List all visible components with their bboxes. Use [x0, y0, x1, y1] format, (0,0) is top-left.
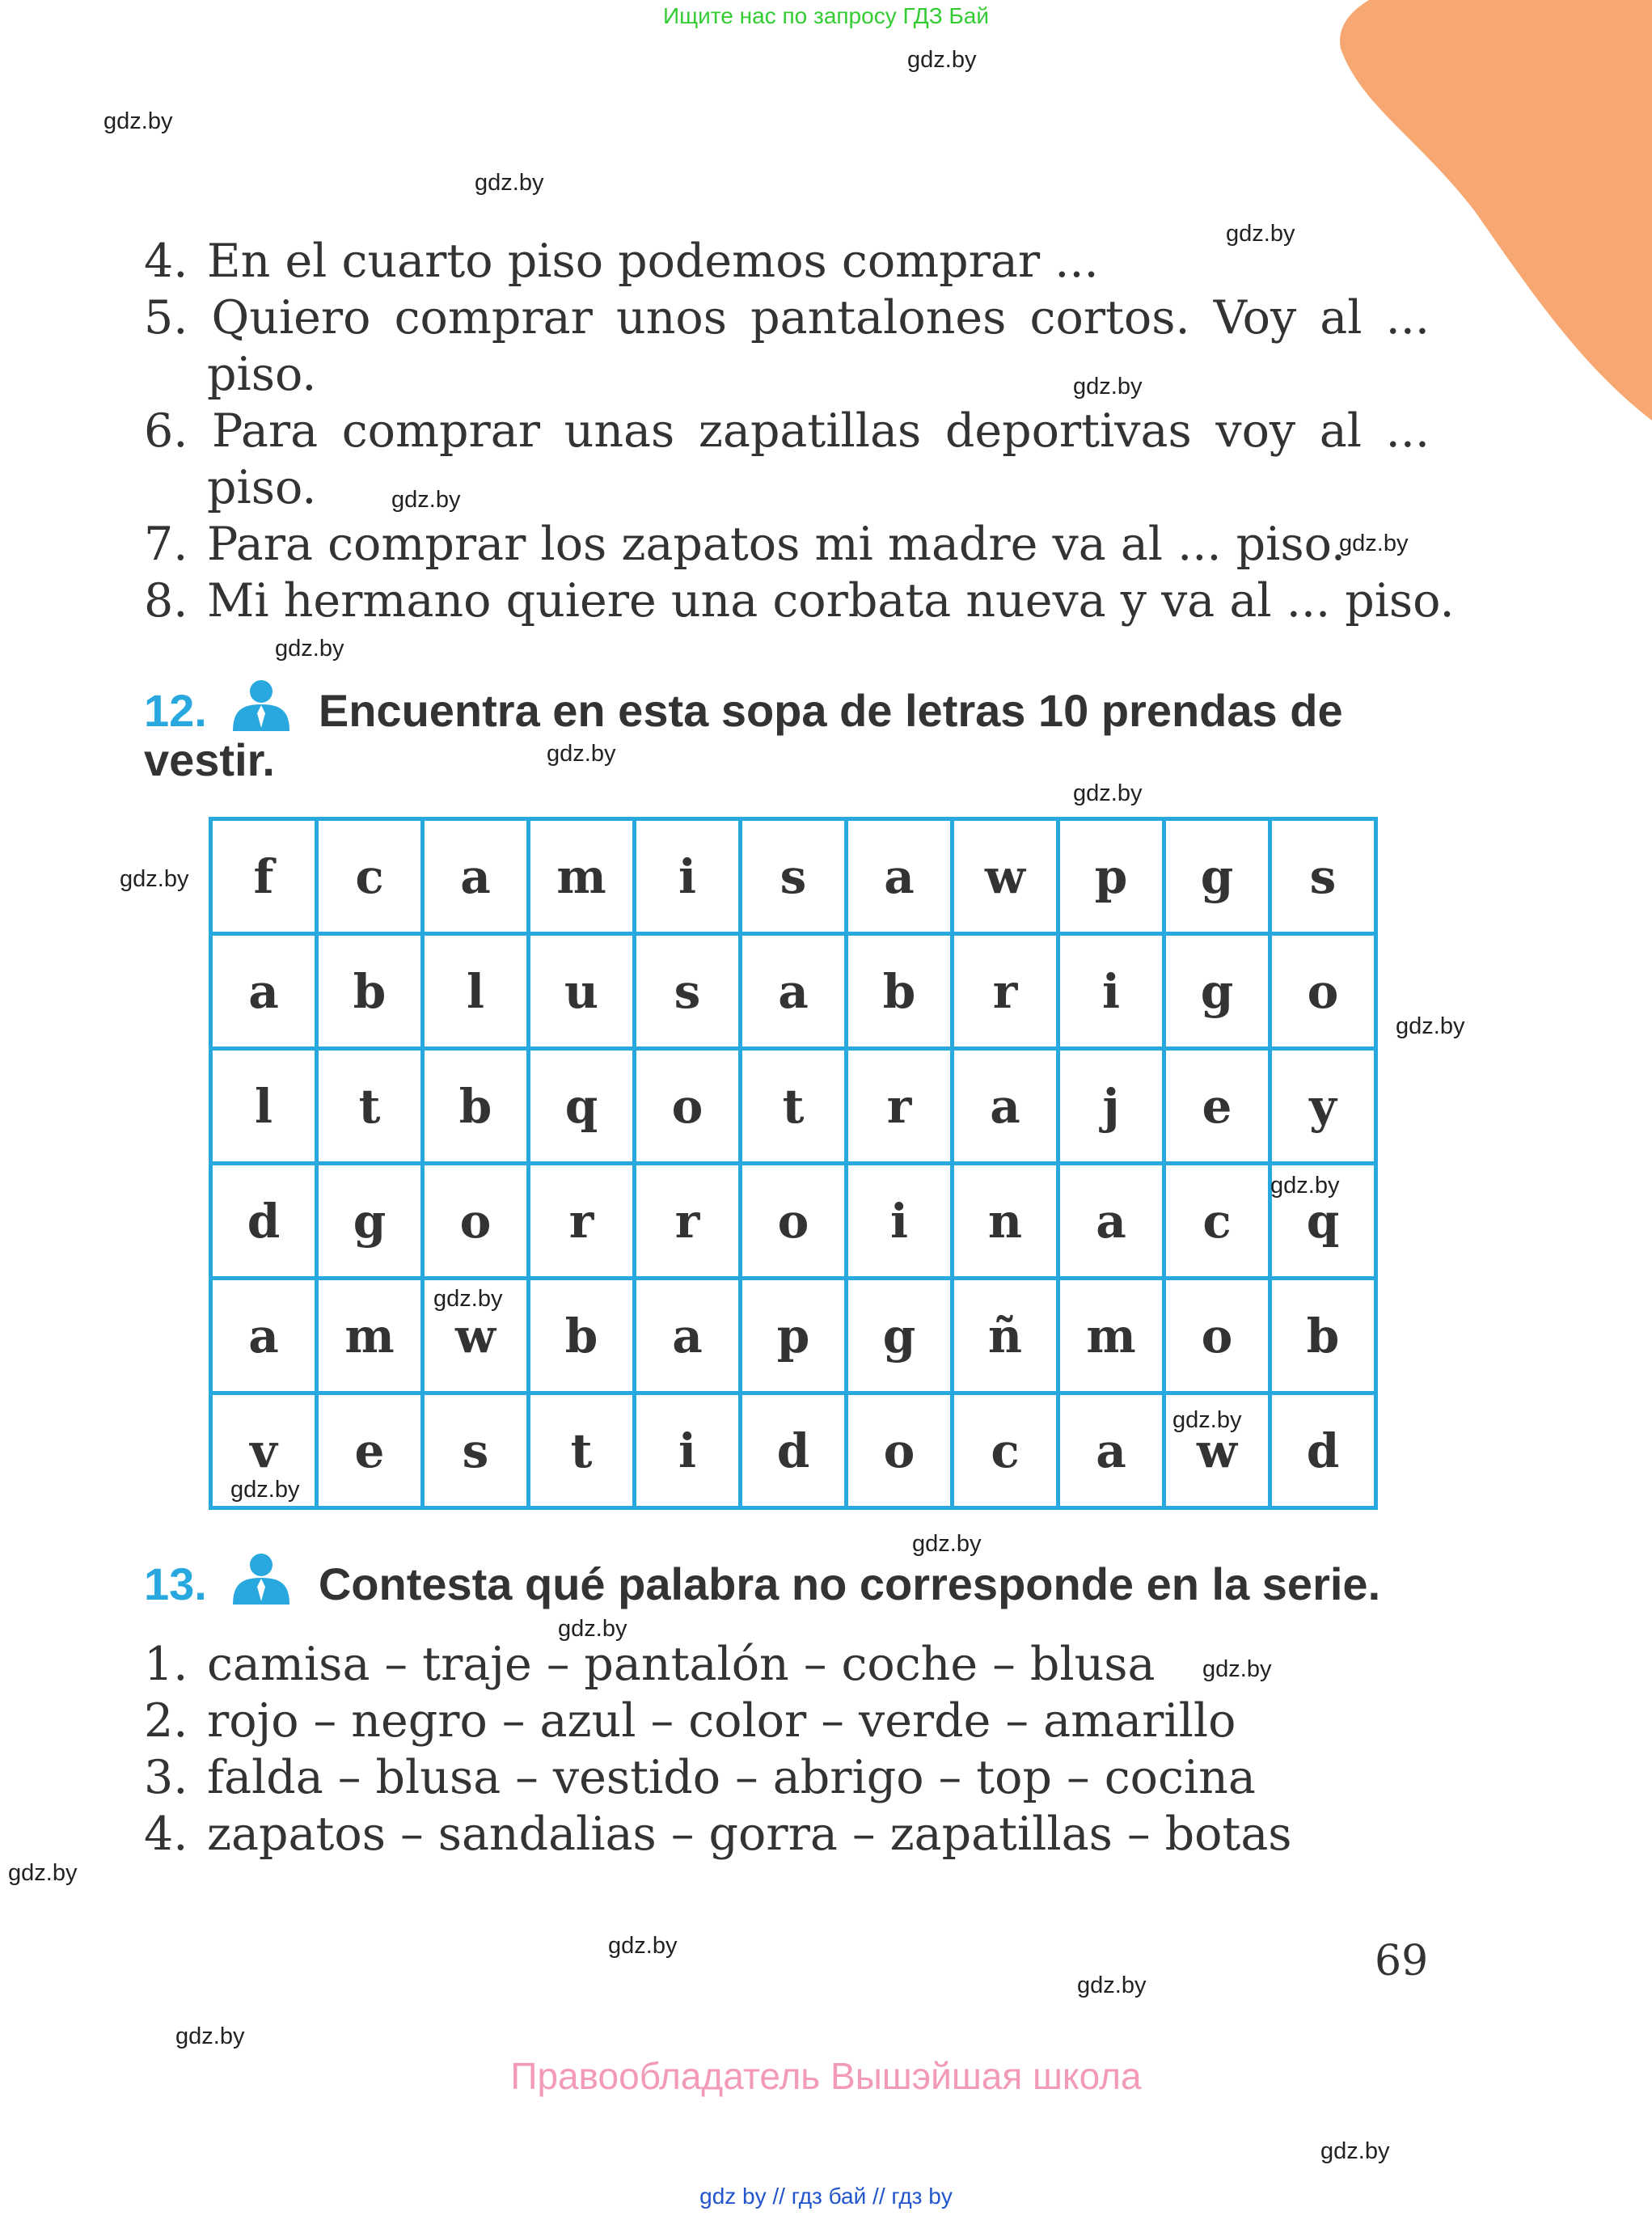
exercise-13-heading: [144, 1551, 1430, 1612]
grid-cell: r: [953, 934, 1058, 1049]
bottom-links[interactable]: gdz by // гдз бай // гдз by: [699, 2184, 953, 2209]
grid-cell: s: [1270, 819, 1376, 934]
exercise-11-line-5: 5. Quiero comprar unos pantalones cortos. Voy al ...: [144, 291, 1430, 345]
grid-cell: w: [1164, 1393, 1270, 1508]
exercise-11-line-5-cont: piso.: [207, 348, 317, 401]
watermark: gdz.by: [1320, 2138, 1390, 2164]
grid-cell: v: [211, 1393, 317, 1508]
grid-cell: p: [1058, 819, 1164, 934]
watermark: gdz.by: [1073, 780, 1143, 806]
grid-cell: i: [1058, 934, 1164, 1049]
grid-cell: c: [953, 1393, 1058, 1508]
grid-cell: c: [1164, 1164, 1270, 1279]
grid-cell: b: [847, 934, 953, 1049]
grid-cell: c: [317, 819, 423, 934]
exercise-12-heading: [144, 678, 1430, 738]
grid-cell: o: [635, 1049, 741, 1164]
top-banner[interactable]: Ищите нас по запросу ГДЗ Бай: [662, 3, 990, 28]
grid-cell: o: [423, 1164, 529, 1279]
grid-cell: a: [1058, 1164, 1164, 1279]
watermark: gdz.by: [120, 866, 189, 892]
watermark: gdz.by: [912, 1531, 982, 1557]
grid-cell: r: [847, 1049, 953, 1164]
grid-cell: s: [635, 934, 741, 1049]
grid-cell: a: [1058, 1393, 1164, 1508]
exercise-11-line-4: 4. En el cuarto piso podemos comprar ...: [144, 235, 1099, 288]
watermark: gdz.by: [1226, 221, 1295, 247]
exercise-13-title: Contesta qué palabra no corresponde en la serie.: [318, 1558, 1381, 1609]
exercise-11-line-8: 8. Mi hermano quiere una corbata nueva y va al ... piso.: [144, 574, 1455, 628]
grid-cell: g: [1164, 819, 1270, 934]
grid-row: [211, 819, 1376, 934]
grid-cell: t: [741, 1049, 847, 1164]
grid-cell: o: [741, 1164, 847, 1279]
grid-cell: r: [635, 1164, 741, 1279]
grid-cell: g: [847, 1279, 953, 1393]
grid-cell: y: [1270, 1049, 1376, 1164]
watermark: gdz.by: [104, 108, 173, 134]
exercise-13-line-1: 1. camisa – traje – pantalón – coche – blusa: [144, 1638, 1156, 1691]
grid-cell: l: [211, 1049, 317, 1164]
page-number: 69: [1375, 1937, 1429, 1985]
grid-cell: a: [423, 819, 529, 934]
grid-cell: b: [529, 1279, 635, 1393]
orange-corner-decoration: [1312, 0, 1652, 421]
grid-cell: n: [953, 1164, 1058, 1279]
grid-cell: m: [317, 1279, 423, 1393]
grid-cell: d: [211, 1164, 317, 1279]
grid-row: [211, 1279, 1376, 1393]
exercise-12-number: 12.: [144, 685, 207, 736]
grid-cell: i: [635, 1393, 741, 1508]
grid-cell: l: [423, 934, 529, 1049]
watermark: gdz.by: [1077, 1972, 1147, 1998]
grid-cell: b: [1270, 1279, 1376, 1393]
grid-row: [211, 1049, 1376, 1164]
exercise-11-line-6-cont: piso.: [207, 461, 317, 514]
watermark: gdz.by: [1073, 374, 1143, 400]
grid-cell: a: [211, 934, 317, 1049]
person-icon: [226, 678, 296, 731]
watermark: gdz.by: [1270, 1173, 1340, 1199]
grid-cell: a: [741, 934, 847, 1049]
grid-cell: a: [211, 1279, 317, 1393]
watermark: gdz.by: [175, 2023, 245, 2049]
grid-cell: d: [741, 1393, 847, 1508]
grid-cell: g: [317, 1164, 423, 1279]
grid-cell: a: [847, 819, 953, 934]
exercise-12-title-line1: Encuentra en esta sopa de letras 10 prendas de: [318, 685, 1343, 736]
exercise-13-line-3: 3. falda – blusa – vestido – abrigo – top – cocina: [144, 1751, 1256, 1804]
grid-cell: m: [1058, 1279, 1164, 1393]
watermark: gdz.by: [1396, 1013, 1465, 1039]
person-icon: [226, 1551, 296, 1605]
grid-cell: ñ: [953, 1279, 1058, 1393]
grid-cell: f: [211, 819, 317, 934]
grid-cell: o: [847, 1393, 953, 1508]
grid-cell: u: [529, 934, 635, 1049]
grid-cell: o: [1270, 934, 1376, 1049]
watermark: gdz.by: [8, 1860, 78, 1886]
watermark: gdz.by: [475, 170, 544, 196]
grid-cell: r: [529, 1164, 635, 1279]
exercise-11-line-6: 6. Para comprar unas zapatillas deportivas voy al ...: [144, 404, 1430, 458]
grid-cell: e: [317, 1393, 423, 1508]
exercise-12-title-line2: vestir.: [144, 734, 275, 785]
watermark: gdz.by: [230, 1477, 300, 1503]
grid-cell: g: [1164, 934, 1270, 1049]
grid-cell: a: [953, 1049, 1058, 1164]
copyright-notice: Правообладатель Вышэйшая школа: [510, 2055, 1142, 2097]
exercise-13-line-2: 2. rojo – negro – azul – color – verde – amarillo: [144, 1694, 1236, 1748]
watermark: gdz.by: [608, 1933, 678, 1959]
grid-cell: p: [741, 1279, 847, 1393]
grid-cell: o: [1164, 1279, 1270, 1393]
grid-cell: t: [529, 1393, 635, 1508]
grid-cell: b: [317, 934, 423, 1049]
watermark: gdz.by: [547, 741, 616, 767]
watermark: gdz.by: [1339, 531, 1409, 556]
grid-cell: t: [317, 1049, 423, 1164]
watermark: gdz.by: [275, 636, 344, 662]
watermark: gdz.by: [391, 487, 461, 513]
exercise-13-line-4: 4. zapatos – sandalias – gorra – zapatillas – botas: [144, 1808, 1292, 1861]
watermark: gdz.by: [1172, 1407, 1242, 1433]
grid-cell: w: [423, 1279, 529, 1393]
watermark: gdz.by: [433, 1286, 503, 1312]
watermark: gdz.by: [907, 47, 977, 73]
grid-cell: e: [1164, 1049, 1270, 1164]
grid-cell: j: [1058, 1049, 1164, 1164]
word-search-grid: [209, 817, 1378, 1510]
grid-cell: a: [635, 1279, 741, 1393]
watermark: gdz.by: [558, 1616, 627, 1642]
grid-cell: w: [953, 819, 1058, 934]
exercise-11-line-7: 7. Para comprar los zapatos mi madre va al ... piso.: [144, 518, 1346, 571]
grid-cell: s: [741, 819, 847, 934]
grid-cell: m: [529, 819, 635, 934]
grid-cell: q: [529, 1049, 635, 1164]
grid-cell: q: [1270, 1164, 1376, 1279]
grid-row: [211, 934, 1376, 1049]
grid-row: [211, 1164, 1376, 1279]
grid-cell: s: [423, 1393, 529, 1508]
grid-cell: d: [1270, 1393, 1376, 1508]
grid-cell: i: [635, 819, 741, 934]
exercise-13-number: 13.: [144, 1558, 207, 1609]
grid-cell: i: [847, 1164, 953, 1279]
watermark: gdz.by: [1202, 1656, 1272, 1682]
grid-cell: b: [423, 1049, 529, 1164]
